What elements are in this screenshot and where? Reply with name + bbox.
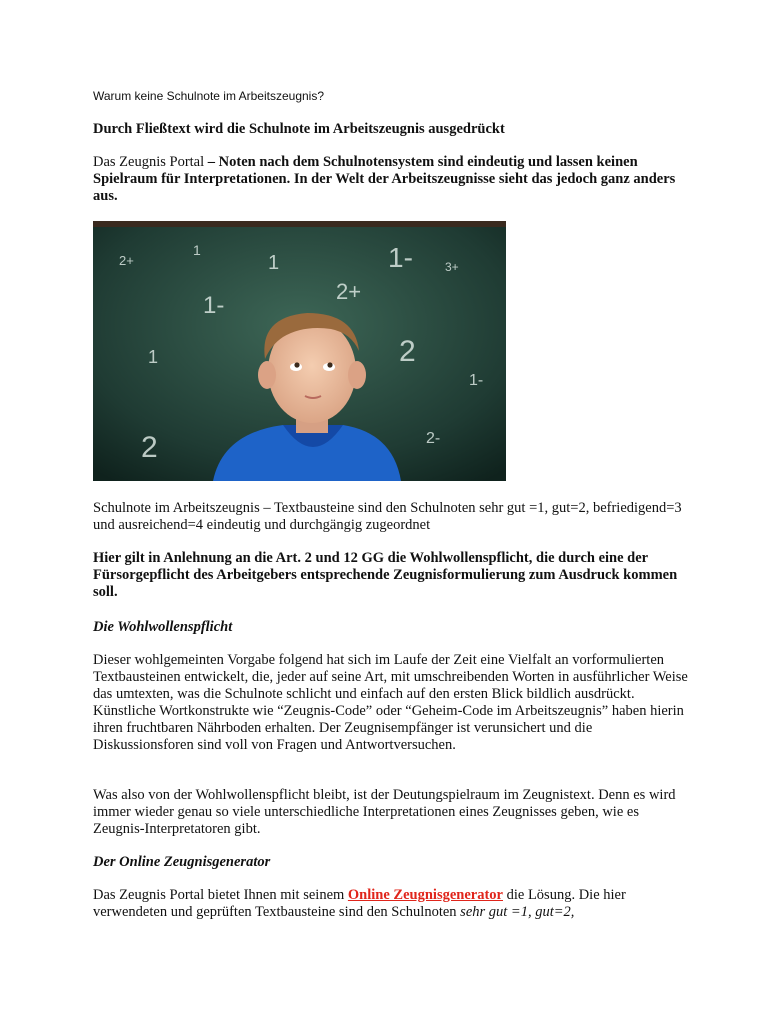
heading-online-generator: Der Online Zeugnisgenerator <box>93 854 271 870</box>
paragraph-wohlwollen-bold: Hier gilt in Anlehnung an die Art. 2 und 12 GG die Wohlwollenspflicht, die durch eine der Fürsorgepflicht des Arbeitgebers entsprechende Zeugnisformulierung zum Ausdruck kommen soll. <box>93 550 678 600</box>
chalk-num-2: 1 <box>268 252 280 274</box>
paragraph-textbausteine: Dieser wohlgemeinten Vorgabe folgend hat sich im Laufe der Zeit eine Vielfalt an vorformulierten Textbausteinen entwickelt, die, jeder auf seine Art, mit umschreibenden Worten in ausführlicher Weise das umtexten, was die Schulnote schlicht und einfach auf den ersten Blick bildlich ausdrückt. Künstliche Wortkonstrukte wie “Zeugnis-Code” oder “Geheim-Code im Arbeitszeugnis” haben hierin ihren fruchtbaren Nährboden erhalten. Der Zeugnisempfänger ist verunsichert und die Diskussionsforen sind voll von Fragen und Antwortversuchen. <box>93 652 688 753</box>
paragraph-generator <box>93 887 693 921</box>
chalk-num-8: 1 <box>148 347 159 367</box>
main-heading: Durch Fließtext wird die Schulnote im Arbeitszeugnis ausgedrückt <box>93 121 505 137</box>
chalk-num-10: 2 <box>141 431 158 464</box>
generator-text-before: Das Zeugnis Portal bietet Ihnen mit seinem <box>93 887 348 903</box>
online-zeugnisgenerator-link[interactable]: Online Zeugnisgenerator <box>347 887 503 903</box>
chalk-num-4: 3+ <box>445 260 459 274</box>
boy-chalkboard-photo <box>93 221 506 481</box>
small-heading: Warum keine Schulnote im Arbeitszeugnis? <box>93 89 324 103</box>
chalk-num-1: 1 <box>193 242 201 258</box>
chalk-num-9: 1- <box>469 372 484 389</box>
chalk-num-5: 2+ <box>336 279 362 304</box>
heading-wohlwollenspflicht: Die Wohlwollenspflicht <box>93 619 233 635</box>
intro-paragraph <box>93 154 683 205</box>
paragraph-schulnote: Schulnote im Arbeitszeugnis – Textbausteine sind den Schulnoten sehr gut =1, gut=2, befriedigend=3 und ausreichend=4 eindeutig und durchgängig zugeordnet <box>93 500 682 533</box>
chalk-num-0: 2+ <box>119 253 134 268</box>
intro-lead: Das Zeugnis Portal <box>93 154 205 170</box>
chalk-num-6: 1- <box>203 292 225 319</box>
chalk-num-3: 1- <box>388 242 413 273</box>
generator-text-after: die Lösung. Die hier verwendeten und geprüften Textbausteine sind den Schulnoten <box>93 887 626 920</box>
chalk-num-7: 2 <box>399 335 416 368</box>
intro-bold: – Noten nach dem Schulnotensystem sind eindeutig und lassen keinen Spielraum für Interpretationen. In der Welt der Arbeitszeugnisse sieht das jedoch ganz anders aus. <box>93 154 676 204</box>
chalk-num-11: 2- <box>426 430 441 447</box>
paragraph-deutungsspielraum: Was also von der Wohlwollenspflicht bleibt, ist der Deutungspielraum im Zeugnistext. Denn es wird immer wieder genau so viele unterschiedliche Interpretationen eines Zeugnisses geben, wie es Zeugnis-Interpretatoren gibt. <box>93 787 676 837</box>
generator-text-italic: sehr gut =1, gut=2, <box>460 904 575 920</box>
